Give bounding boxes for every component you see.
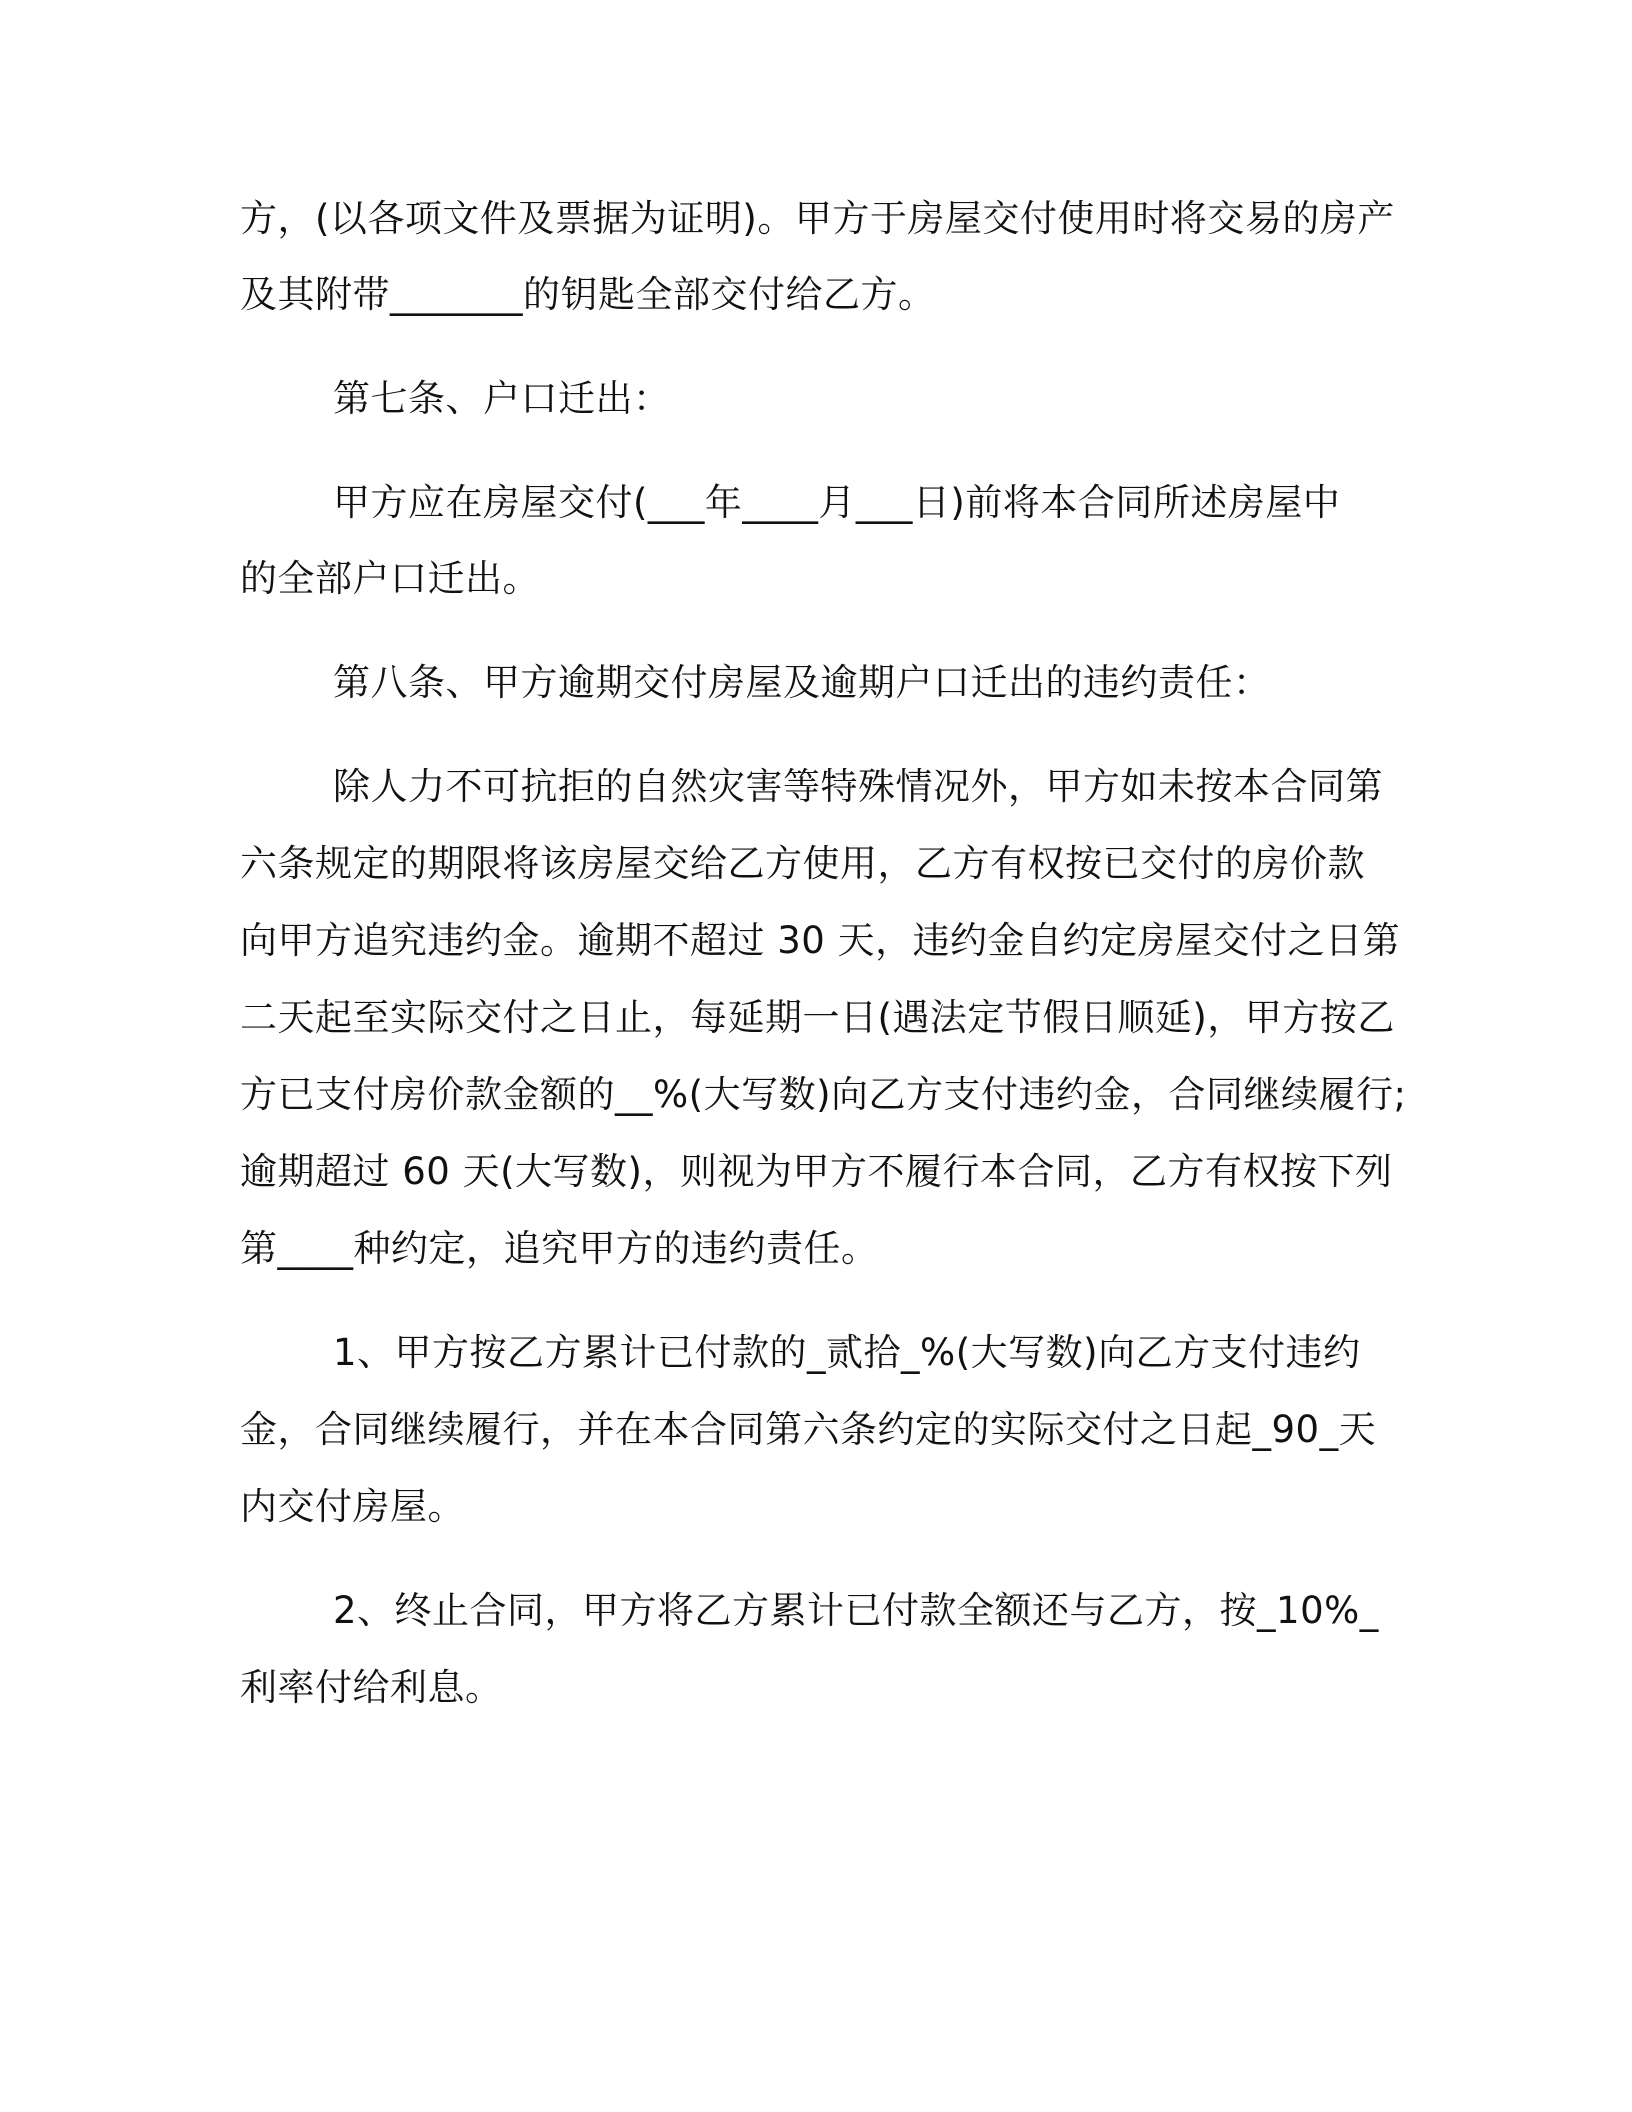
text-line: 二天起至实际交付之日止，每延期一日(遇法定节假日顺延)，甲方按乙 <box>240 996 1395 1039</box>
text-line: 甲方应在房屋交付(___年____月___日)前将本合同所述房屋中 <box>333 481 1341 524</box>
text-line: 六条规定的期限将该房屋交给乙方使用，乙方有权按已交付的房价款 <box>240 842 1365 885</box>
text-line: 第____种约定，追究甲方的违约责任。 <box>240 1227 879 1270</box>
text-line: 及其附带_______的钥匙全部交付给乙方。 <box>240 273 936 316</box>
text-line: 除人力不可抗拒的自然灾害等特殊情况外，甲方如未按本合同第 <box>333 765 1383 808</box>
clause-2: 2、终止合同，甲方将乙方累计已付款全额还与乙方，按_10%_ <box>333 1589 1379 1632</box>
text-line: 利率付给利息。 <box>240 1666 503 1709</box>
article-7-heading: 第七条、户口迁出： <box>333 377 671 420</box>
text-line: 方，(以各项文件及票据为证明)。甲方于房屋交付使用时将交易的房产 <box>240 197 1395 240</box>
text-line: 逾期超过 60 天(大写数)，则视为甲方不履行本合同，乙方有权按下列 <box>240 1150 1393 1193</box>
article-8-heading: 第八条、甲方逾期交付房屋及逾期户口迁出的违约责任： <box>333 661 1271 704</box>
text-line: 的全部户口迁出。 <box>240 557 540 600</box>
clause-1: 1、甲方按乙方累计已付款的_贰拾_%(大写数)向乙方支付违约 <box>333 1331 1361 1374</box>
text-line: 向甲方追究违约金。逾期不超过 30 天，违约金自约定房屋交付之日第 <box>240 919 1401 962</box>
text-line: 金，合同继续履行，并在本合同第六条约定的实际交付之日起_90_天 <box>240 1408 1377 1451</box>
text-line: 方已支付房价款金额的__%(大写数)向乙方支付违约金，合同继续履行; <box>240 1073 1407 1116</box>
text-line: 内交付房屋。 <box>240 1485 465 1528</box>
